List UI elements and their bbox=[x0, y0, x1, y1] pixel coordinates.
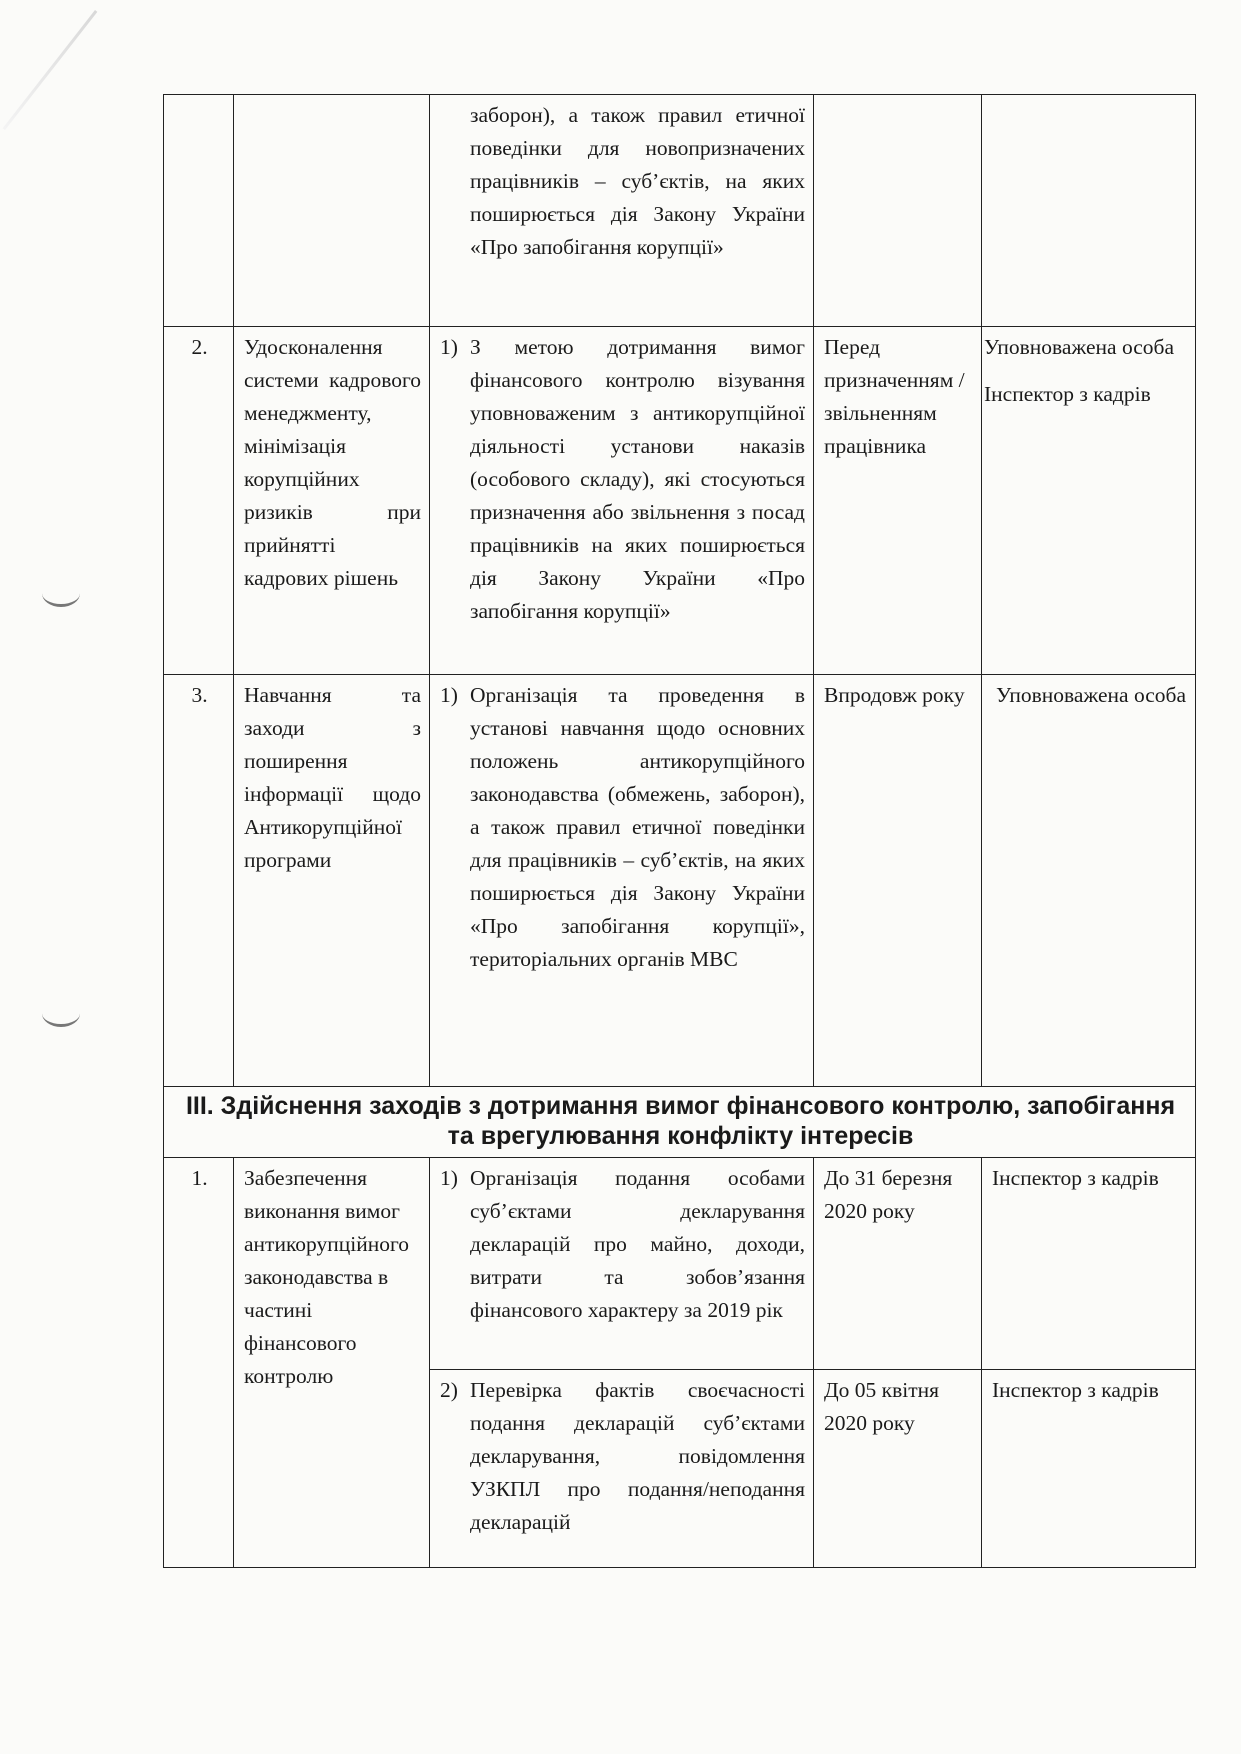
term-cell bbox=[814, 95, 982, 327]
row-number: 1. bbox=[164, 1158, 234, 1568]
row-number: 2. bbox=[164, 327, 234, 675]
measure-index: 2) bbox=[440, 1378, 458, 1402]
measure-cell bbox=[430, 95, 814, 327]
responsible-cell bbox=[982, 675, 1196, 1087]
task-cell: Забезпечення виконання вимог антикорупційного законодавства в частині фінансового контролю bbox=[234, 1158, 430, 1568]
table-row bbox=[164, 675, 1196, 1087]
responsible-cell bbox=[982, 327, 1196, 675]
measure-cell bbox=[430, 1370, 814, 1568]
measure-index bbox=[440, 99, 470, 264]
measure-cell bbox=[430, 675, 814, 1087]
responsible-person: Уповноважена особа bbox=[984, 335, 1175, 359]
punch-hole bbox=[42, 1000, 80, 1027]
table-row bbox=[164, 327, 1196, 675]
task-cell: Навчання та заходи з поширення інформації щодо Антикорупційної програми bbox=[234, 675, 430, 1087]
table-row bbox=[164, 95, 1196, 327]
measure-index: 1) bbox=[440, 683, 458, 707]
responsible-cell: Інспектор з кадрів bbox=[982, 1370, 1196, 1568]
table-row bbox=[164, 1158, 1196, 1370]
term-cell: Впродовж року bbox=[814, 675, 982, 1087]
responsible-person: Інспектор з кадрів bbox=[984, 382, 1151, 406]
row-number bbox=[164, 95, 234, 327]
task-cell bbox=[234, 95, 430, 327]
task-cell: Удосконалення системи кадрового менеджменту, мінімізація корупційних ризиків при прийнятті кадрових рішень bbox=[234, 327, 430, 675]
section-heading-row bbox=[164, 1087, 1196, 1158]
punch-hole bbox=[42, 580, 80, 607]
measure-index: 1) bbox=[440, 1166, 458, 1190]
measure-cell bbox=[430, 327, 814, 675]
measure-text: Перевірка фактів своєчасності подання декларацій суб’єктами декларування, повідомлення УЗКПЛ про подання/неподання декларацій bbox=[470, 1378, 805, 1534]
section-title: ІІІ. Здійснення заходів з дотримання вимог фінансового контролю, запобігання та врегулювання конфлікту інтересів bbox=[164, 1087, 1196, 1158]
term-cell: До 31 березня 2020 року bbox=[814, 1158, 982, 1370]
responsible-person: Уповноважена особа bbox=[996, 683, 1187, 707]
measure-cell bbox=[430, 1158, 814, 1370]
row-number: 3. bbox=[164, 675, 234, 1087]
anticorruption-plan-table bbox=[163, 94, 1196, 1568]
measure-text: Організація та проведення в установі навчання щодо основних положень антикорупційного законодавства (обмежень, заборон), а також правил етичної поведінки для працівників – суб’єктів, на яких поширюється дія Закону України «Про запобігання корупції», територіальних органів МВС bbox=[470, 683, 805, 971]
term-cell: Перед призначенням /звільненням працівника bbox=[814, 327, 982, 675]
responsible-cell bbox=[982, 95, 1196, 327]
responsible-cell: Інспектор з кадрів bbox=[982, 1158, 1196, 1370]
measure-text: заборон), а також правил етичної поведінки для новопризначених працівників – суб’єктів, на яких поширюється дія Закону України «Про запобігання корупції» bbox=[470, 103, 805, 259]
measure-text: З метою дотримання вимог фінансового контролю візування уповноваженим з антикорупційної діяльності установи наказів (особового складу), які стосуються призначення або звільнення з посад працівників на яких поширюється дія Закону України «Про запобігання корупції» bbox=[470, 335, 805, 623]
scan-artifact-line bbox=[3, 10, 98, 130]
term-cell: До 05 квітня 2020 року bbox=[814, 1370, 982, 1568]
measure-index: 1) bbox=[440, 335, 458, 359]
measure-text: Організація подання особами суб’єктами декларування декларацій про майно, доходи, витрати та зобов’язання фінансового характеру за 2019 рік bbox=[470, 1166, 805, 1322]
